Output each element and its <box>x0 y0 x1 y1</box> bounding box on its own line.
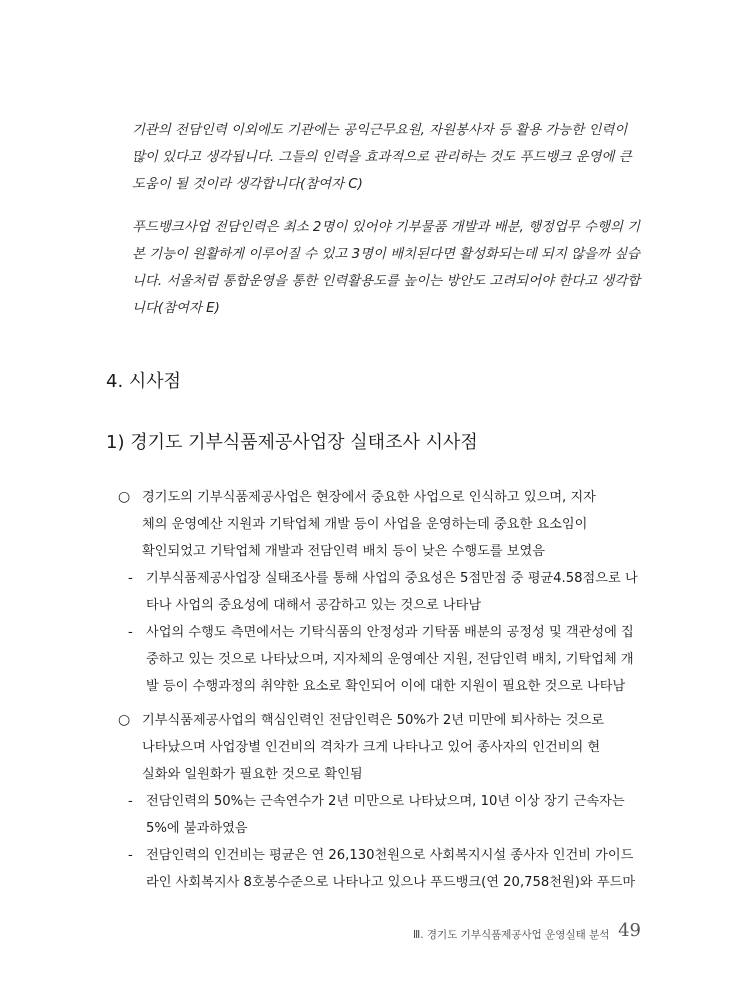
bullet-text: 기부식품제공사업의 핵심인력인 전담인력은 50%가 2년 미만에 퇴사하는 것으로 <box>142 713 604 728</box>
interview-quote-c <box>132 117 644 198</box>
quote-line: 기관의 전담인력 이외에도 기관에는 공익근무요원, 자원봉사자 등 활용 가능한 인력이 <box>132 123 628 138</box>
bullet-line <box>114 538 654 565</box>
dash-bullet-icon: - <box>128 625 133 640</box>
sub-bullet-text: 기부식품제공사업장 실태조사를 통해 사업의 중요성은 5점만점 중 평균4.58점으로 나 <box>146 571 638 586</box>
sub-bullet-line <box>114 788 654 815</box>
quote-line: 많이 있다고 생각됩니다. 그들의 인력을 효과적으로 관리하는 것도 푸드뱅크 운영에 큰 <box>132 150 632 165</box>
sub-bullet-text: 5%에 불과하였음 <box>146 821 248 836</box>
bullet-text: 확인되었고 기탁업체 개발과 전담인력 배치 등이 낮은 수행도를 보였음 <box>142 544 545 559</box>
sub-bullet-text: 중하고 있는 것으로 나타났으며, 지자체의 운영예산 지원, 전담인력 배치, 기탁업체 개 <box>146 652 634 667</box>
page-number: 49 <box>618 920 641 941</box>
quote-line: 도움이 될 것이라 생각합니다(참여자 C) <box>132 177 363 192</box>
sub-bullet-text: 전담인력의 인건비는 평균은 연 26,130천원으로 사회복지시설 종사자 인건비 가이드 <box>146 848 634 863</box>
sub-bullet-line <box>114 815 654 842</box>
sub-bullet-text: 사업의 수행도 측면에서는 기탁식품의 안정성과 기탁품 배분의 공정성 및 객관성에 집 <box>146 625 634 640</box>
bullet-line <box>114 511 654 538</box>
quote-line: 니다. 서울처럼 통합운영을 통한 인력활용도를 높이는 방안도 고려되어야 한다고 생각합 <box>132 274 641 289</box>
sub-bullet-line <box>114 619 654 646</box>
sub-bullet-line <box>114 646 654 673</box>
sub-bullet-text: 발 등이 수행과정의 취약한 요소로 확인되어 이에 대한 지원이 필요한 것으로 나타남 <box>146 679 626 694</box>
subsection-heading: 1) 경기도 기부식품제공사업장 실태조사 시사점 <box>106 432 478 453</box>
bullet-block-1 <box>114 484 654 700</box>
quote-line: 푸드뱅크사업 전담인력은 최소 2명이 있어야 기부물품 개발과 배분, 행정업무 수행의 기 <box>132 220 641 235</box>
sub-bullet-text: 전담인력의 50%는 근속연수가 2년 미만으로 나타났으며, 10년 이상 장기 근속자는 <box>146 794 625 809</box>
circle-bullet-icon: ○ <box>118 712 131 728</box>
dash-bullet-icon: - <box>128 848 133 863</box>
bullet-block-2 <box>114 707 654 896</box>
sub-bullet-line <box>114 842 654 869</box>
bullet-line <box>114 484 654 511</box>
interview-quote-e <box>132 214 644 322</box>
bullet-line <box>114 761 654 788</box>
sub-bullet-line <box>114 592 654 619</box>
circle-bullet-icon: ○ <box>118 489 131 505</box>
bullet-text: 나타났으며 사업장별 인건비의 격차가 크게 나타나고 있어 종사자의 인건비의 현 <box>142 740 601 755</box>
sub-bullet-line <box>114 673 654 700</box>
bullet-text: 체의 운영예산 지원과 기탁업체 개발 등이 사업을 운영하는데 중요한 요소임이 <box>142 517 588 532</box>
running-title: Ⅲ. 경기도 기부식품제공사업 운영실태 분석 <box>413 929 610 941</box>
sub-bullet-text: 타나 사업의 중요성에 대해서 공감하고 있는 것으로 나타남 <box>146 598 482 613</box>
bullet-text: 경기도의 기부식품제공사업은 현장에서 중요한 사업으로 인식하고 있으며, 지자 <box>142 490 596 505</box>
dash-bullet-icon: - <box>128 571 133 586</box>
bullet-text: 실화와 일원화가 필요한 것으로 확인됨 <box>142 767 363 782</box>
bullet-line <box>114 734 654 761</box>
bullet-line <box>114 707 654 734</box>
sub-bullet-line <box>114 565 654 592</box>
quote-line: 니다(참여자 E) <box>132 301 220 316</box>
quote-line: 본 기능이 원활하게 이루어질 수 있고 3명이 배치된다면 활성화되는데 되지 않을까 싶습 <box>132 247 641 262</box>
sub-bullet-text: 라인 사회복지사 8호봉수준으로 나타나고 있으나 푸드뱅크(연 20,758천원)와 푸드마 <box>146 875 636 890</box>
page-footer <box>413 920 641 944</box>
dash-bullet-icon: - <box>128 794 133 809</box>
section-heading: 4. 시사점 <box>106 371 182 392</box>
sub-bullet-line <box>114 869 654 896</box>
